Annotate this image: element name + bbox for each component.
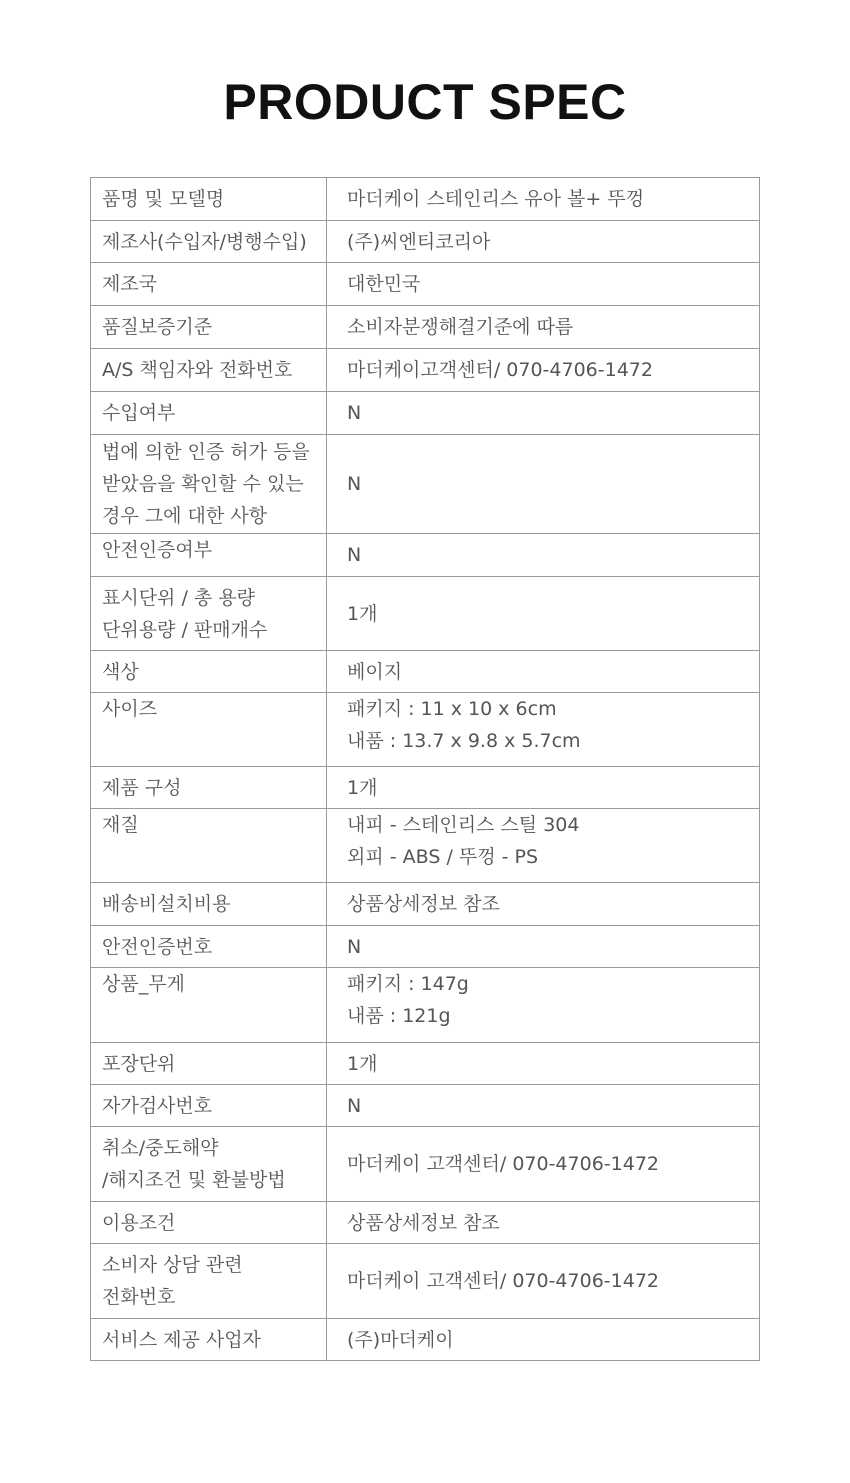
value-line: N <box>347 935 362 958</box>
spec-label <box>91 883 327 926</box>
spec-value <box>327 263 760 306</box>
spec-label <box>91 968 327 1043</box>
table-row <box>91 883 760 926</box>
table-row <box>91 926 760 968</box>
spec-label <box>91 534 327 577</box>
label-line: 안전인증여부 <box>102 539 213 561</box>
spec-value <box>327 349 760 392</box>
table-row <box>91 306 760 349</box>
table-row <box>91 435 760 534</box>
label-line: 포장단위 <box>102 1052 176 1075</box>
label-line: 표시단위 / 총 용량 <box>102 586 255 609</box>
label-line: 서비스 제공 사업자 <box>102 1328 261 1351</box>
spec-value <box>327 883 760 926</box>
value-line: 마더케이 고객센터/ 070-4706-1472 <box>347 1153 659 1175</box>
label-line: 사이즈 <box>102 698 158 720</box>
label-line: 이용조건 <box>102 1211 176 1234</box>
value-line: 패키지 : 11 x 10 x 6cm <box>347 698 557 720</box>
value-line: 외피 - ABS / 뚜껑 - PS <box>347 846 539 868</box>
value-line: 소비자분쟁해결기준에 따름 <box>347 316 574 338</box>
label-line: 상품_무게 <box>102 973 185 995</box>
spec-label <box>91 809 327 883</box>
spec-label <box>91 1319 327 1361</box>
label-line: 전화번호 <box>102 1286 176 1308</box>
spec-value <box>327 1127 760 1202</box>
value-line: (주)마더케이 <box>347 1328 454 1351</box>
label-line: 받았음을 확인할 수 있는 <box>102 473 304 495</box>
spec-value <box>327 651 760 693</box>
table-row <box>91 534 760 577</box>
label-line: 안전인증번호 <box>102 935 213 958</box>
spec-value <box>327 926 760 968</box>
value-line: 마더케이 스테인리스 유아 볼+ 뚜껑 <box>347 188 645 210</box>
spec-value <box>327 435 760 534</box>
table-row <box>91 809 760 883</box>
value-line: 마더케이 고객센터/ 070-4706-1472 <box>347 1270 659 1292</box>
label-line: 단위용량 / 판매개수 <box>102 618 268 641</box>
table-row <box>91 1043 760 1085</box>
table-row <box>91 178 760 221</box>
value-line: 패키지 : 147g <box>347 973 469 995</box>
label-line: 재질 <box>102 814 139 836</box>
spec-label <box>91 392 327 435</box>
spec-label <box>91 1202 327 1244</box>
spec-value <box>327 1244 760 1319</box>
label-line: 품질보증기준 <box>102 316 213 338</box>
spec-value <box>327 1085 760 1127</box>
value-line: 마더케이고객센터/ 070-4706-1472 <box>347 359 653 381</box>
spec-value <box>327 221 760 263</box>
table-row <box>91 349 760 392</box>
spec-label <box>91 306 327 349</box>
value-line: 내품 : 13.7 x 9.8 x 5.7cm <box>347 730 581 752</box>
spec-value <box>327 1043 760 1085</box>
spec-label <box>91 767 327 809</box>
value-line: 대한민국 <box>347 273 421 295</box>
label-line: A/S 책임자와 전화번호 <box>102 359 293 381</box>
spec-label <box>91 1085 327 1127</box>
spec-label <box>91 435 327 534</box>
table-row <box>91 693 760 767</box>
label-line: 자가검사번호 <box>102 1094 213 1117</box>
label-line: 취소/중도해약 <box>102 1137 219 1159</box>
spec-value <box>327 178 760 221</box>
spec-value <box>327 306 760 349</box>
value-line: 1개 <box>347 602 378 625</box>
spec-label <box>91 1043 327 1085</box>
spec-value <box>327 577 760 651</box>
table-row <box>91 1085 760 1127</box>
value-line: 내피 - 스테인리스 스틸 304 <box>347 814 580 836</box>
spec-label <box>91 926 327 968</box>
value-line: 베이지 <box>347 660 403 683</box>
table-row <box>91 263 760 306</box>
table-row <box>91 1202 760 1244</box>
spec-value <box>327 1319 760 1361</box>
spec-value <box>327 809 760 883</box>
spec-value <box>327 534 760 577</box>
spec-value <box>327 693 760 767</box>
label-line: 배송비설치비용 <box>102 893 231 915</box>
spec-label <box>91 1127 327 1202</box>
table-row <box>91 1319 760 1361</box>
table-row <box>91 968 760 1043</box>
table-row <box>91 651 760 693</box>
label-line: 소비자 상담 관련 <box>102 1254 243 1276</box>
spec-value <box>327 968 760 1043</box>
label-line: /해지조건 및 환불방법 <box>102 1169 286 1191</box>
table-row <box>91 577 760 651</box>
value-line: 내품 : 121g <box>347 1005 451 1027</box>
value-line: (주)씨엔티코리아 <box>347 230 491 253</box>
label-line: 제조국 <box>102 273 158 295</box>
label-line: 제조사(수입자/병행수입) <box>102 230 307 253</box>
table-row <box>91 221 760 263</box>
table-row <box>91 1244 760 1319</box>
label-line: 품명 및 모델명 <box>102 188 225 210</box>
value-line: 1개 <box>347 1052 378 1075</box>
label-line: 법에 의한 인증 허가 등을 <box>102 441 310 463</box>
value-line: 상품상세정보 참조 <box>347 893 500 915</box>
page-title: PRODUCT SPEC <box>223 74 627 130</box>
table-row <box>91 1127 760 1202</box>
spec-value <box>327 767 760 809</box>
value-line: N <box>347 402 362 424</box>
spec-label <box>91 178 327 221</box>
spec-label <box>91 651 327 693</box>
label-line: 색상 <box>102 660 139 683</box>
label-line: 경우 그에 대한 사항 <box>102 505 267 527</box>
spec-label <box>91 221 327 263</box>
spec-label <box>91 1244 327 1319</box>
spec-label <box>91 349 327 392</box>
value-line: N <box>347 544 362 566</box>
spec-label <box>91 693 327 767</box>
spec-label <box>91 577 327 651</box>
table-row <box>91 392 760 435</box>
spec-label <box>91 263 327 306</box>
spec-value <box>327 1202 760 1244</box>
label-line: 수입여부 <box>102 402 176 424</box>
value-line: N <box>347 1094 362 1117</box>
value-line: 1개 <box>347 776 378 799</box>
value-line: N <box>347 473 362 495</box>
label-line: 제품 구성 <box>102 776 182 799</box>
spec-value <box>327 392 760 435</box>
value-line: 상품상세정보 참조 <box>347 1211 500 1234</box>
table-row <box>91 767 760 809</box>
spec-table <box>90 177 760 1361</box>
